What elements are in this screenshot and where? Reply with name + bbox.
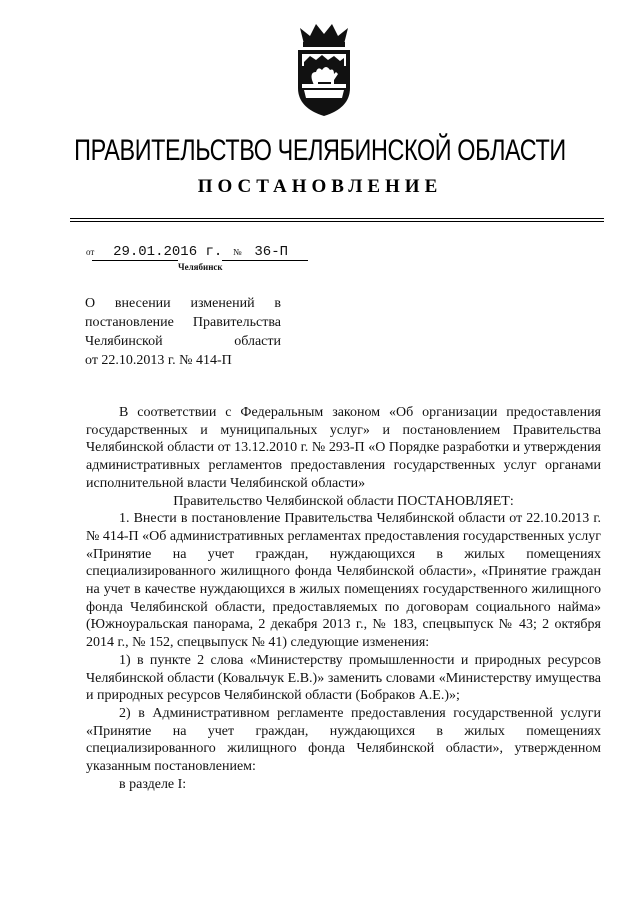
subitem-1-paragraph: 1) в пункте 2 слова «Министерству промышленности и природных ресурсов Челябинской области (Ковальчук Е.В.)» заменить словами «Министерству имущества и природных ресурсов Челябинской области (Бобраков А.Е.)»; — [86, 652, 601, 704]
document-number: 36-П — [254, 244, 288, 260]
resolution-statement: Правительство Челябинской области ПОСТАНОВЛЯЕТ: — [173, 493, 514, 509]
coat-of-arms-icon — [290, 22, 358, 118]
number-underline — [222, 260, 308, 261]
item-1-paragraph: 1. Внести в постановление Правительства Челябинской области от 22.10.2013 г. № 414-П «Об административных регламентах предоставления государственных услуг «Принятие на учет граждан, нуждающихся в жилых помещениях специализированного жилищного фонда Челябинской области», «Принятие граждан на учет в качестве нуждающихся в жилых помещениях государственного жилищного фонда Челябинской области, предоставляемых по договорам социального найма» (Южноуральская панорама, 2 декабря 2013 г., № 183, спецвыпуск № 43; 2 октября 2014 г., № 152, спецвыпуск № 41) следующие изменения: — [86, 511, 601, 651]
section-paragraph: в разделе I: — [119, 776, 187, 792]
document-subject — [85, 294, 281, 370]
header-divider-secondary — [70, 221, 604, 222]
date-underline — [92, 260, 178, 261]
document-date: 29.01.2016 г. — [113, 244, 223, 260]
subject-line: постановление Правительства — [85, 315, 281, 330]
number-label: № — [233, 247, 242, 257]
header-divider — [70, 218, 604, 219]
subject-line: от 22.10.2013 г. № 414-П — [85, 353, 232, 368]
subject-line: Челябинской области — [85, 334, 281, 349]
document-type: ПОСТАНОВЛЕНИЕ — [197, 176, 443, 197]
city-label: Челябинск — [178, 262, 223, 272]
document-meta — [86, 244, 288, 260]
document-body — [86, 404, 601, 793]
date-label: от — [86, 247, 95, 257]
preamble-paragraph: В соответствии с Федеральным законом «Об организации предоставления государственных и муниципальных услуг» и постановлением Правительства Челябинской области от 13.12.2010 г. № 293-П «О Порядке разработки и утверждения административных регламентов предоставления государственных услуг органами исполнительной власти Челябинской области» — [86, 405, 601, 491]
subitem-2-paragraph: 2) в Административном регламенте предоставления государственной услуги «Принятие на учет граждан, нуждающихся в жилых помещениях специализированного жилищного фонда Челябинской области», утвержденном указанным постановлением: — [86, 705, 601, 775]
government-title: ПРАВИТЕЛЬСТВО ЧЕЛЯБИНСКОЙ ОБЛАСТИ — [74, 134, 566, 167]
subject-line: О внесении изменений в — [85, 296, 281, 311]
